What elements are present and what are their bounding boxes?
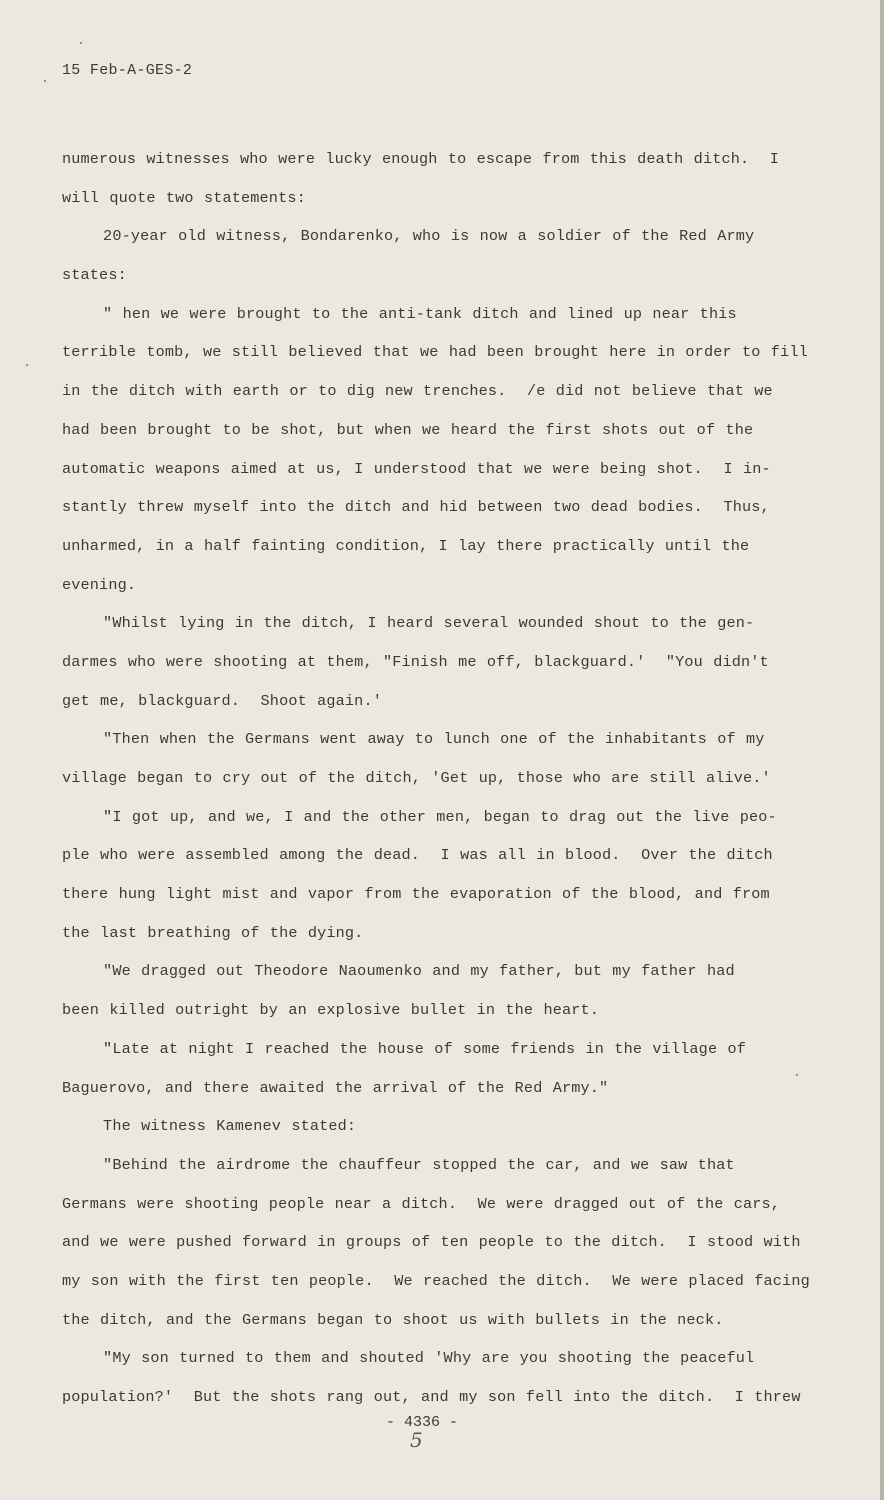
text-line: "We dragged out Theodore Naoumenko and my father, but my father had [62,962,735,981]
text-line: The witness Kamenev stated: [62,1117,357,1136]
text-line: "Behind the airdrome the chauffeur stopped the car, and we saw that [62,1155,735,1174]
text-line: village began to cry out of the ditch, 'Get up, those who are still alive.' [62,769,771,787]
text-line: in the ditch with earth or to dig new trenches. /e did not believe that we [62,382,773,401]
handwritten-folio-number: 5 [410,1428,423,1452]
text-line: "My son turned to them and shouted 'Why are you shooting the peaceful [62,1349,755,1368]
text-line: "I got up, and we, I and the other men, began to drag out the live peo- [62,807,777,826]
text-line: automatic weapons aimed at us, I understood that we were being shot. I in- [62,459,771,478]
text-line: there hung light mist and vapor from the evaporation of the blood, and from [62,885,770,904]
text-line: and we were pushed forward in groups of ten people to the ditch. I stood with [62,1233,801,1252]
text-line: the last breathing of the dying. [62,923,364,942]
text-line: terrible tomb, we still believed that we had been brought here in order to fill [62,343,808,362]
paper-speck [80,42,82,44]
text-line: been killed outright by an explosive bullet in the heart. [62,1001,600,1020]
text-line: evening. [62,575,137,594]
text-line: unharmed, in a half fainting condition, I lay there practically until the [62,536,750,555]
text-line: "Then when the Germans went away to lunch one of the inhabitants of my [62,730,765,749]
document-header: 15 Feb-A-GES-2 [62,62,193,79]
text-line: population?' But the shots rang out, and my son fell into the ditch. I threw [62,1388,801,1406]
text-line: stantly threw myself into the ditch and hid between two dead bodies. Thus, [62,498,770,517]
text-line: Baguerovo, and there awaited the arrival of the Red Army." [62,1078,609,1097]
text-line: "Late at night I reached the house of some friends in the village of [62,1039,747,1058]
text-line: 20-year old witness, Bondarenko, who is now a soldier of the Red Army [62,227,755,246]
paper-speck [26,364,28,366]
text-line: " hen we were brought to the anti-tank ditch and lined up near this [62,304,737,323]
text-line: ple who were assembled among the dead. I was all in blood. Over the ditch [62,846,773,865]
text-line: Germans were shooting people near a ditch. We were dragged out of the cars, [62,1194,781,1213]
text-line: will quote two statements: [62,188,306,207]
text-line: had been brought to be shot, but when we heard the first shots out of the [62,420,754,439]
text-line: darmes who were shooting at them, "Finish me off, blackguard.' "You didn't [62,652,769,671]
paper-speck [44,80,46,82]
text-line: the ditch, and the Germans began to shoot us with bullets in the neck. [62,1310,724,1329]
text-line: numerous witnesses who were lucky enough to escape from this death ditch. I [62,150,780,168]
text-line: get me, blackguard. Shoot again.' [62,691,382,710]
text-line: states: [62,266,127,285]
text-line: "Whilst lying in the ditch, I heard several wounded shout to the gen- [62,614,755,633]
text-line: my son with the first ten people. We reached the ditch. We were placed facing [62,1271,810,1290]
document-body [62,140,832,1417]
page-number: - 4336 - [386,1414,459,1431]
